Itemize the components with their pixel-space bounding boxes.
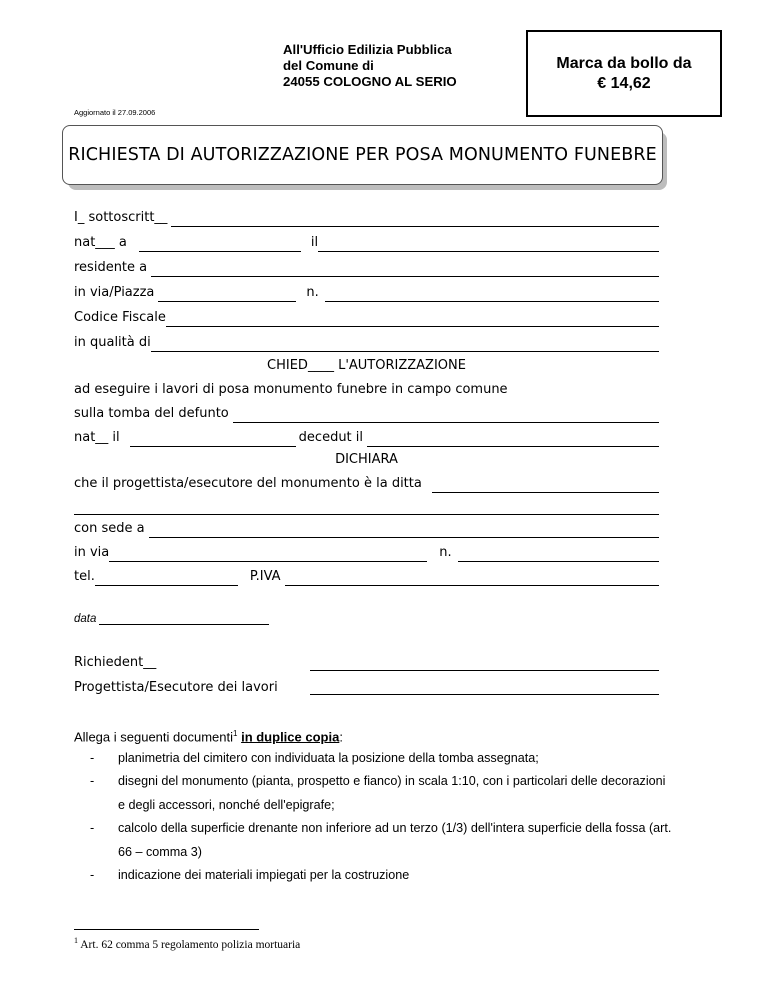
field-codice-fiscale[interactable] [166, 312, 659, 327]
label-codice-fiscale: Codice Fiscale [74, 310, 166, 325]
label-nato: nat___ a [74, 235, 127, 250]
label-il: il [310, 235, 319, 250]
address-line: All'Ufficio Edilizia Pubblica [283, 42, 452, 57]
field-telefono[interactable] [95, 571, 238, 586]
field-piva[interactable] [285, 571, 659, 586]
allegato-item-cont: e degli accessori, nonché dell'epigrafe; [118, 798, 335, 812]
row-progettista [74, 475, 659, 493]
data-row [74, 613, 269, 625]
label-esecutore-text: Progettista/Esecutore dei lavori [74, 680, 278, 695]
allegati-intro-text: Allega i seguenti documenti [74, 729, 233, 745]
field-sede[interactable] [149, 523, 659, 538]
field-numero-ditta[interactable] [458, 547, 659, 562]
field-qualita[interactable] [151, 337, 659, 352]
bullet-dash: - [90, 774, 95, 788]
label-sottoscritto: I_ sottoscritt__ [74, 210, 168, 225]
footnote-divider [74, 929, 259, 930]
field-ditta[interactable] [432, 478, 659, 493]
title-text: RICHIESTA DI AUTORIZZAZIONE PER POSA MONUMENTO FUNEBRE [68, 145, 657, 165]
label-progettista: che il progettista/esecutore del monumento è la ditta [74, 476, 422, 491]
row-sede [74, 520, 659, 538]
address-line: del Comune di [283, 58, 374, 73]
row-via [74, 284, 659, 302]
allegati-copia: in duplice copia [241, 729, 340, 745]
field-data[interactable] [99, 613, 269, 625]
row-ditta-cont [74, 497, 659, 515]
label-via: in via [74, 545, 110, 560]
chiede-heading: CHIED____ L'AUTORIZZAZIONE [267, 358, 466, 373]
signature-richiedente[interactable] [310, 670, 659, 671]
text-eseguire: ad eseguire i lavori di posa monumento funebre in campo comune [74, 382, 508, 397]
label-data: data [74, 613, 97, 625]
stamp-amount: € 14,62 [597, 75, 651, 92]
row-nato [74, 234, 659, 252]
row-tel [74, 568, 659, 586]
row-codice-fiscale [74, 309, 659, 327]
allegato-item: calcolo della superficie drenante non inferiore ad un terzo (1/3) dell'intera superficie della fossa (art. [118, 821, 672, 835]
allegato-item: indicazione dei materiali impiegati per la costruzione [118, 868, 410, 882]
allegato-item-cont: 66 – comma 3) [118, 845, 202, 859]
bullet-dash: - [90, 751, 95, 765]
label-residente: residente a [74, 260, 148, 275]
field-via[interactable] [158, 287, 296, 302]
label-sede: con sede a [74, 521, 145, 536]
row-qualita [74, 334, 659, 352]
label-esecutore [74, 679, 304, 697]
allegati-colon: : [339, 729, 343, 745]
field-ditta-continuation[interactable] [74, 500, 659, 515]
label-tel: tel. [74, 569, 95, 584]
label-via-piazza: in via/Piazza [74, 285, 155, 300]
label-richiedente [74, 654, 274, 672]
row-sottoscritto [74, 209, 659, 227]
label-richiedente-text: Richiedent__ [74, 655, 157, 670]
revenue-stamp-box [526, 30, 722, 117]
field-residenza[interactable] [151, 262, 659, 277]
bullet-dash: - [90, 821, 95, 835]
row-tomba [74, 405, 659, 423]
bullet-dash: - [90, 868, 95, 882]
label-piva: P.IVA [249, 569, 281, 584]
label-qualita: in qualità di [74, 335, 151, 350]
row-eseguire [74, 381, 659, 399]
label-tomba: sulla tomba del defunto [74, 406, 229, 421]
field-data-nascita[interactable] [318, 237, 659, 252]
row-defunto-date [74, 429, 659, 447]
signature-esecutore[interactable] [310, 694, 659, 695]
field-nome[interactable] [171, 212, 659, 227]
recipient-address [283, 42, 457, 90]
label-numero: n. [306, 285, 319, 300]
allegato-item: planimetria del cimitero con individuata la posizione della tomba assegnata; [118, 751, 539, 765]
label-numero-ditta: n. [439, 545, 452, 560]
label-deceduto: decedut il [298, 430, 364, 445]
footnote-text: Art. 62 comma 5 regolamento polizia mortuaria [80, 938, 301, 951]
updated-date: Aggiornato il 27.09.2006 [74, 108, 156, 117]
field-defunto[interactable] [233, 408, 659, 423]
footnote [74, 936, 300, 951]
footnote-ref: 1 [233, 729, 238, 738]
row-via-ditta [74, 544, 659, 562]
dichiara-heading: DICHIARA [335, 452, 398, 467]
stamp-label: Marca da bollo da [556, 55, 692, 72]
address-line: 24055 COLOGNO AL SERIO [283, 74, 457, 89]
field-via-ditta[interactable] [109, 547, 427, 562]
allegato-item: disegni del monumento (pianta, prospetto e fianco) in scala 1:10, con i particolari delle decorazioni [118, 774, 666, 788]
label-nat-il: nat__ il [74, 430, 120, 445]
field-data-nascita-defunto[interactable] [130, 432, 296, 447]
footnote-number: 1 [74, 936, 78, 945]
allegati-intro [74, 729, 343, 744]
field-data-decesso[interactable] [367, 432, 659, 447]
field-luogo-nascita[interactable] [139, 237, 301, 252]
row-residente [74, 259, 659, 277]
document-title [62, 125, 663, 185]
field-numero-civico[interactable] [325, 287, 659, 302]
